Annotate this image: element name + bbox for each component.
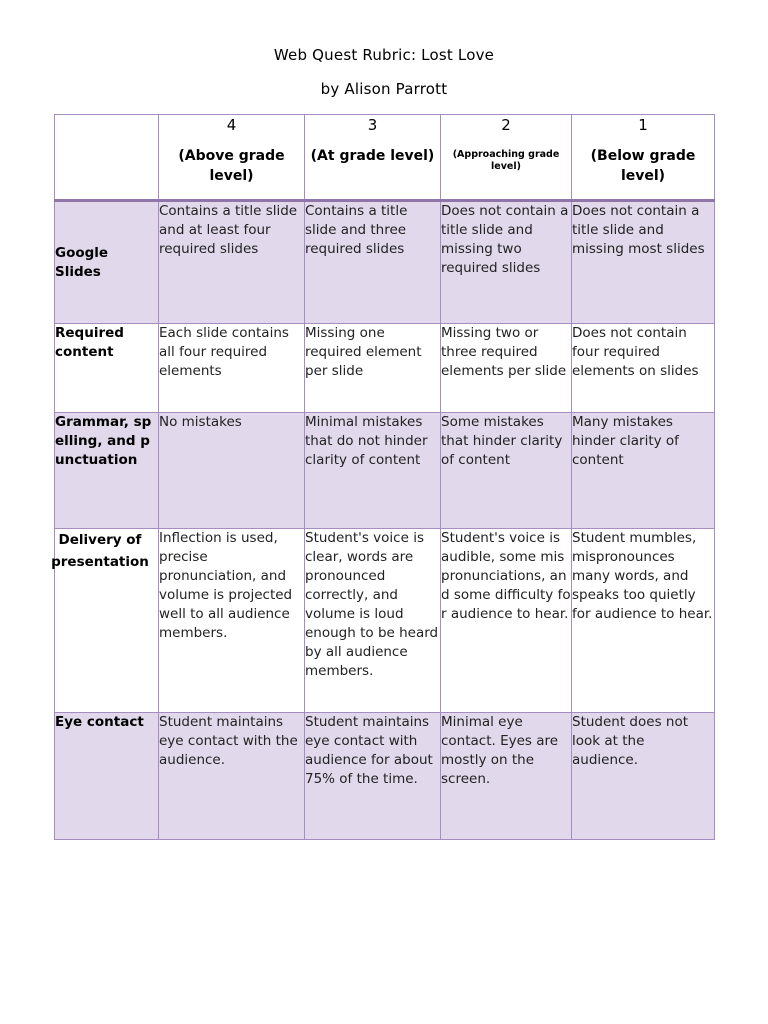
level-label: (Below grade level) <box>590 148 696 184</box>
rubric-cell: Does not contain four required elements on slides <box>572 324 715 413</box>
score-label: 2 <box>501 116 511 134</box>
level-label: (Approaching grade level) <box>452 149 560 172</box>
rubric-row-eye-contact <box>55 713 715 840</box>
rubric-cell: Some mistakes that hinder clarity of content <box>441 413 572 529</box>
header-row <box>55 115 715 201</box>
level-label: (Above grade level) <box>178 148 285 184</box>
criterion-text: Delivery of presentation <box>51 532 149 570</box>
rubric-cell: Student does not look at the audience. <box>572 713 715 840</box>
rubric-cell: Many mistakes hinder clarity of content <box>572 413 715 529</box>
header-cell-1 <box>572 115 715 201</box>
criterion-label: Eye contact <box>55 713 159 840</box>
rubric-cell: Minimal eye contact. Eyes are mostly on the screen. <box>441 713 572 840</box>
rubric-cell: Minimal mistakes that do not hinder clarity of content <box>305 413 441 529</box>
rubric-cell: Student's voice is clear, words are pronounced correctly, and volume is loud enough to be heard by all audience members. <box>305 529 441 713</box>
score-label: 4 <box>226 116 237 134</box>
rubric-cell: Student's voice is audible, some mispronunciations, and some difficulty for audience to hear. <box>441 529 572 713</box>
rubric-cell: Student maintains eye contact with audience for about 75% of the time. <box>305 713 441 840</box>
header-cell-2 <box>441 115 572 201</box>
criterion-label: Required content <box>55 324 159 413</box>
rubric-cell: Does not contain a title slide and missing most slides <box>572 201 715 324</box>
rubric-row-google-slides <box>55 201 715 324</box>
level-label: (At grade level) <box>310 148 435 164</box>
rubric-cell: Missing two or three required elements per slide <box>441 324 572 413</box>
rubric-cell: Student maintains eye contact with the audience. <box>159 713 305 840</box>
score-label: 3 <box>367 116 378 134</box>
document-title: Web Quest Rubric: Lost Love <box>273 46 495 64</box>
criterion-label: Google Slides <box>55 201 159 324</box>
rubric-table <box>51 114 715 840</box>
header-cell-4 <box>159 115 305 201</box>
criterion-label <box>51 529 159 713</box>
rubric-row-required-content <box>55 324 715 413</box>
score-label: 1 <box>638 116 648 134</box>
rubric-cell: Missing one required element per slide <box>305 324 441 413</box>
rubric-cell: Each slide contains all four required elements <box>159 324 305 413</box>
rubric-row-grammar <box>55 413 715 529</box>
corner-cell <box>55 115 159 201</box>
document-author: by Alison Parrott <box>320 80 448 98</box>
rubric-cell: Inflection is used, precise pronunciation, and volume is projected well to all audience members. <box>159 529 305 713</box>
rubric-row-delivery <box>55 529 715 713</box>
rubric-cell: Contains a title slide and three required slides <box>305 201 441 324</box>
rubric-cell: Contains a title slide and at least four required slides <box>159 201 305 324</box>
criterion-label: Grammar, spelling, and punctuation <box>55 413 159 529</box>
rubric-cell: No mistakes <box>159 413 305 529</box>
header-cell-3 <box>305 115 441 201</box>
rubric-cell: Does not contain a title slide and missing two required slides <box>441 201 572 324</box>
rubric-cell: Student mumbles, mispronounces many words, and speaks too quietly for audience to hear. <box>572 529 715 713</box>
